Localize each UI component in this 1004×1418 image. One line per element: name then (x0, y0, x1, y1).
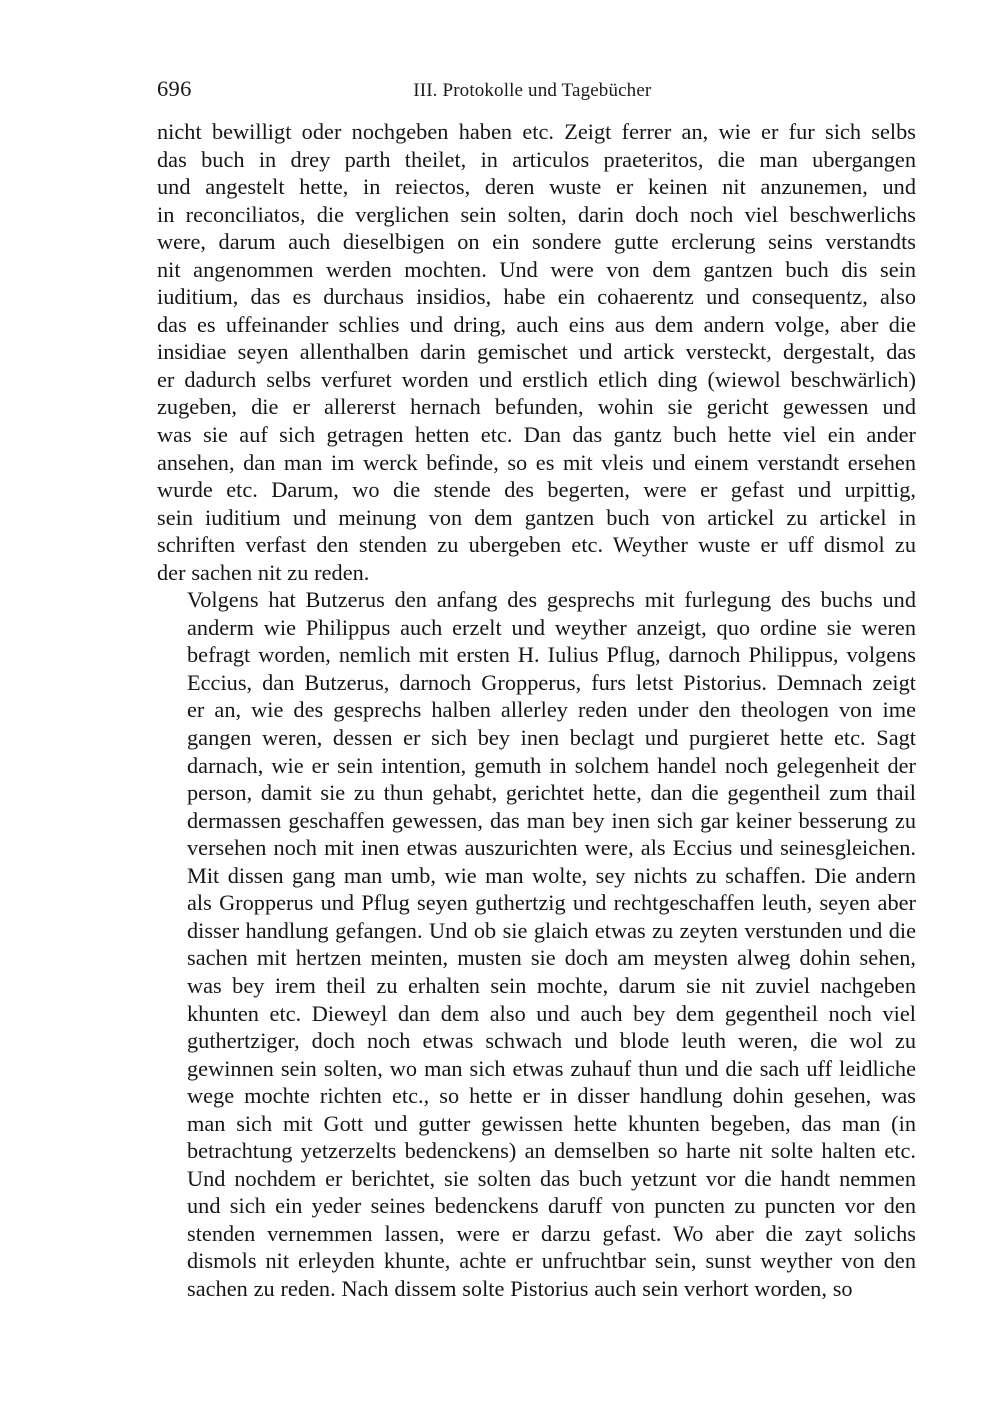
text-line: wege mochte richten etc., so hette er in disser handlung dohin gesehen, was (187, 1083, 916, 1109)
text-line: was sie auf sich getragen hetten etc. Dan das gantz buch hette viel ein ander (157, 422, 916, 448)
text-line: sachen zu reden. Nach dissem solte Pistorius auch sein verhort worden, so (187, 1275, 853, 1301)
text-line: das es uffeinander schlies und dring, auch eins aus dem andern volge, aber die (157, 311, 916, 337)
text-line: schriften verfast den stenden zu ubergeben etc. Weyther wuste er uff dismol zu (157, 532, 916, 558)
text-line: khunten etc. Dieweyl dan dem also und auch bey dem gegentheil noch viel (187, 1000, 916, 1026)
body-text-block (157, 118, 916, 1303)
running-head (157, 76, 915, 102)
text-line: disser handlung gefangen. Und ob sie glaich etwas zu zeyten verstunden und die (187, 917, 916, 943)
text-line: dismols nit erleyden khunte, achte er unfruchtbar sein, sunst weyther von den (187, 1248, 916, 1274)
text-line: were, darum auch dieselbigen on ein sondere gutte erclerung seins verstandts (157, 229, 916, 255)
text-line: er dadurch selbs verfuret worden und erstlich etlich ding (wiewol beschwärlich) (157, 366, 916, 392)
text-line: das buch in drey parth theilet, in articulos praeteritos, die man ubergangen (157, 146, 916, 172)
text-line: Mit dissen gang man umb, wie man wolte, sey nichts zu schaffen. Die andern (187, 862, 916, 888)
page-number: 696 (157, 76, 192, 101)
text-line: und sich ein yeder seines bedenckens daruff von puncten zu puncten vor den (187, 1193, 916, 1219)
text-line: betrachtung yetzerzelts bedenckens) an demselben so harte nit solte halten etc. (187, 1138, 916, 1164)
text-line: nicht bewilligt oder nochgeben haben etc. Zeigt ferrer an, wie er fur sich selbs (157, 119, 916, 144)
running-head-title: III. Protokolle und Tagebücher (413, 80, 652, 101)
text-line: befragt worden, nemlich mit ersten H. Iulius Pflug, darnoch Philippus, volgens (187, 642, 916, 668)
text-line: zugeben, die er allererst hernach befunden, wohin sie gericht gewessen und (157, 394, 916, 420)
text-line: als Gropperus und Pflug seyen guthertzig und rechtgeschaffen leuth, seyen aber (187, 890, 916, 916)
text-line: Volgens hat Butzerus den anfang des gesprechs mit furlegung des buchs und (187, 587, 916, 613)
text-line: der sachen nit zu reden. (157, 559, 370, 585)
text-line: insidiae seyen allenthalben darin gemischet und artick versteckt, dergestalt, das (157, 339, 916, 365)
text-line: guthertziger, doch noch etwas schwach und blode leuth weren, die wol zu (187, 1028, 916, 1054)
text-line: nit angenommen werden mochten. Und were von dem gantzen buch dis sein (157, 256, 916, 282)
text-line: in reconciliatos, die verglichen sein solten, darin doch noch viel beschwerlichs (157, 201, 916, 227)
text-line: Eccius, dan Butzerus, darnoch Gropperus, furs letst Pistorius. Demnach zeigt (187, 669, 916, 695)
text-line: sachen mit hertzen meinten, musten sie doch am meysten alweg dohin sehen, (187, 945, 916, 971)
text-line: anderm wie Philippus auch erzelt und weyther anzeigt, quo ordine sie weren (187, 614, 916, 640)
text-line: person, damit sie zu thun gehabt, gerichtet hette, dan die gegentheil zum thail (187, 780, 916, 806)
text-line: ansehen, dan man im werck befinde, so es mit vleis und einem verstandt ersehen (157, 449, 916, 475)
text-line: iuditium, das es durchaus insidios, habe ein cohaerentz und consequentz, also (157, 284, 916, 310)
paragraph (157, 118, 916, 586)
text-line: und angestelt hette, in reiectos, deren wuste er keinen nit anzunemen, und (157, 174, 916, 200)
text-line: sein iuditium und meinung von dem gantzen buch von artickel zu artickel in (157, 504, 916, 530)
text-line: er an, wie des gesprechs halben allerley reden under den theologen von ime (187, 697, 916, 723)
text-line: wurde etc. Darum, wo die stende des begerten, were er gefast und urpittig, (157, 477, 916, 503)
text-line: gangen weren, dessen er sich bey inen beclagt und purgieret hette etc. Sagt (187, 725, 916, 751)
text-line: stenden vernemmen lassen, were er darzu gefast. Wo aber die zayt solichs (187, 1220, 916, 1246)
text-line: was bey irem theil zu erhalten sein mochte, darum sie nit zuviel nachgeben (187, 972, 916, 998)
text-line: versehen noch mit inen etwas auszurichten were, als Eccius und seinesgleichen. (187, 835, 916, 861)
text-line: gewinnen sein solten, wo man sich etwas zuhauf thun und die sach uff leidliche (187, 1055, 916, 1081)
text-line: dermassen geschaffen gewessen, das man bey inen sich gar keiner besserung zu (187, 807, 916, 833)
text-line: Und nochdem er berichtet, sie solten das buch yetzunt vor die handt nemmen (187, 1165, 916, 1191)
text-line: darnach, wie er sein intention, gemuth in solchem handel noch gelegenheit der (187, 752, 916, 778)
text-line: man sich mit Gott und gutter gewissen hette khunten begeben, das man (in (187, 1110, 916, 1136)
paragraph (157, 586, 916, 1302)
